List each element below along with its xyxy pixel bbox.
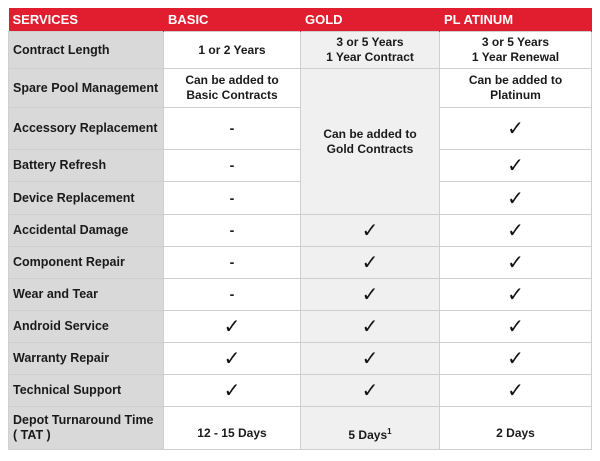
platinum-line-1: 3 or 5 Years	[481, 35, 550, 49]
service-name: Wear and Tear	[9, 279, 164, 311]
service-name: Contract Length	[9, 32, 164, 69]
platinum-cell: 2 Days	[440, 407, 592, 450]
basic-cell	[164, 375, 301, 407]
table-row	[9, 182, 592, 215]
table-row	[9, 311, 592, 343]
header-row	[9, 8, 592, 32]
service-name: Accessory Replacement	[9, 108, 164, 150]
header-services: SERVICES	[9, 8, 164, 32]
basic-cell: 1 or 2 Years	[164, 32, 301, 69]
table-row	[9, 407, 592, 450]
table-row	[9, 215, 592, 247]
check-icon: ✓	[507, 380, 524, 402]
gold-merged-cell: Can be added to Gold Contracts	[301, 69, 440, 215]
check-icon: ✓	[361, 252, 379, 274]
basic-cell: -	[164, 150, 301, 182]
basic-cell	[164, 311, 301, 343]
gold-line-2: 1 Year Contract	[326, 50, 414, 64]
basic-cell: 12 - 15 Days	[164, 407, 301, 450]
basic-cell: -	[164, 182, 301, 215]
platinum-cell	[440, 311, 592, 343]
table-row	[9, 343, 592, 375]
service-name: Warranty Repair	[9, 343, 164, 375]
basic-cell: -	[164, 215, 301, 247]
platinum-cell	[440, 150, 592, 182]
check-icon: ✓	[361, 284, 379, 306]
check-icon: ✓	[361, 220, 379, 242]
check-icon: ✓	[507, 220, 524, 242]
service-name: Accidental Damage	[9, 215, 164, 247]
footnote-marker: 1	[387, 426, 392, 436]
header-gold: GOLD	[301, 8, 440, 32]
table-row	[9, 247, 592, 279]
check-icon: ✓	[361, 348, 379, 370]
basic-cell: Can be added to Basic Contracts	[164, 69, 301, 108]
platinum-line-2: 1 Year Renewal	[471, 50, 560, 64]
table-row	[9, 150, 592, 182]
platinum-cell	[440, 247, 592, 279]
header-basic: BASIC	[164, 8, 301, 32]
check-icon: ✓	[223, 316, 241, 338]
service-line-1: Depot Turnaround Time	[13, 413, 154, 427]
basic-cell: -	[164, 247, 301, 279]
service-name: Android Service	[9, 311, 164, 343]
gold-cell	[301, 343, 440, 375]
header-platinum: PL ATINUM	[440, 8, 592, 32]
check-icon: ✓	[507, 252, 524, 274]
table-row	[9, 108, 592, 150]
service-line-2: ( TAT )	[13, 428, 51, 442]
check-icon: ✓	[223, 348, 241, 370]
check-icon: ✓	[507, 284, 524, 306]
service-name: Technical Support	[9, 375, 164, 407]
check-icon: ✓	[223, 380, 241, 402]
table-row	[9, 69, 592, 108]
gold-cell	[301, 32, 440, 69]
service-name: Device Replacement	[9, 182, 164, 215]
gold-cell	[301, 215, 440, 247]
basic-cell: -	[164, 108, 301, 150]
platinum-cell	[440, 215, 592, 247]
check-icon: ✓	[507, 155, 524, 177]
gold-value: 5 Days	[348, 427, 388, 442]
platinum-cell	[440, 279, 592, 311]
platinum-cell: Can be added to Platinum	[440, 69, 592, 108]
gold-line-1: 3 or 5 Years	[336, 35, 404, 49]
table-row	[9, 32, 592, 69]
gold-cell	[301, 279, 440, 311]
platinum-cell	[440, 375, 592, 407]
service-name: Spare Pool Management	[9, 69, 164, 108]
gold-cell	[301, 247, 440, 279]
check-icon: ✓	[507, 348, 524, 370]
gold-cell	[301, 311, 440, 343]
check-icon: ✓	[507, 118, 524, 140]
platinum-cell	[440, 343, 592, 375]
basic-cell	[164, 343, 301, 375]
service-name: Battery Refresh	[9, 150, 164, 182]
table-row	[9, 279, 592, 311]
gold-cell	[301, 375, 440, 407]
platinum-cell	[440, 32, 592, 69]
gold-cell	[301, 407, 440, 450]
platinum-cell	[440, 182, 592, 215]
service-name: Component Repair	[9, 247, 164, 279]
check-icon: ✓	[361, 316, 379, 338]
service-comparison-table	[8, 8, 592, 450]
platinum-cell	[440, 108, 592, 150]
check-icon: ✓	[507, 316, 524, 338]
service-name	[9, 407, 164, 450]
check-icon: ✓	[507, 187, 524, 210]
basic-cell: -	[164, 279, 301, 311]
check-icon: ✓	[361, 380, 379, 402]
table-row	[9, 375, 592, 407]
